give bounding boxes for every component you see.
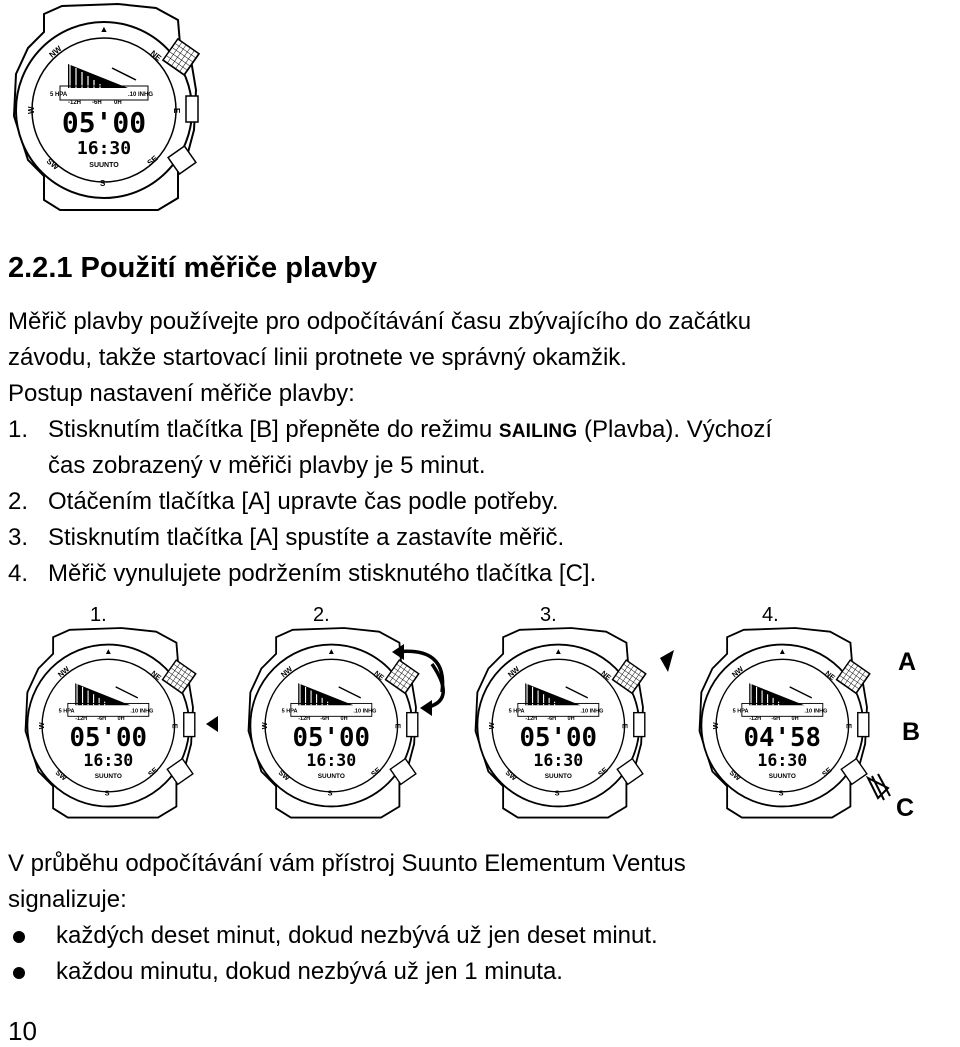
intro-line: Měřič plavby používejte pro odpočítávání času zbývajícího do začátku (8, 308, 752, 335)
svg-text:-12H: -12H (68, 100, 82, 106)
svg-text:NW: NW (505, 664, 522, 680)
alerts-intro: signalizuje: (8, 886, 127, 913)
figure-step-label: 3. (540, 604, 557, 626)
clock-display: 16:30 (83, 751, 134, 770)
svg-text:SUUNTO: SUUNTO (94, 772, 122, 780)
svg-text:SE: SE (145, 153, 160, 168)
countdown-display: 04'58 (743, 722, 822, 753)
svg-text:▲: ▲ (327, 646, 336, 656)
svg-text:0H: 0H (567, 716, 575, 722)
watch-sequence-figure (0, 620, 960, 830)
button-label-a: A (898, 648, 917, 676)
step-2: 2. Otáčením tlačítka [A] upravte čas podle potřeby. (8, 488, 559, 515)
button-label-b: B (902, 718, 921, 746)
watch-illustration-top (0, 0, 220, 218)
svg-text:NE: NE (148, 48, 164, 63)
list-item: každých deset minut, dokud nezbývá už jen deset minut. (8, 918, 948, 954)
svg-text:NE: NE (372, 668, 386, 683)
svg-text:NE: NE (823, 668, 837, 683)
svg-text:5 HPA: 5 HPA (508, 708, 525, 715)
intro-line: Postup nastavení měřiče plavby: (8, 380, 355, 407)
svg-text:-12H: -12H (298, 716, 311, 722)
svg-text:W: W (36, 722, 46, 730)
north-marker: ▲ (99, 24, 109, 34)
svg-text:SUUNTO: SUUNTO (89, 162, 119, 169)
clock-display: 16:30 (306, 751, 357, 770)
svg-text:.10 INHG: .10 INHG (804, 708, 828, 715)
svg-text:▲: ▲ (554, 646, 563, 656)
svg-text:5 HPA: 5 HPA (281, 708, 298, 715)
clock-display: 16:30 (757, 751, 808, 770)
svg-text:-6H: -6H (92, 100, 102, 106)
alerts-section (8, 846, 948, 990)
svg-text:SE: SE (369, 765, 383, 779)
figure-step-label: 4. (762, 604, 779, 626)
svg-text:E: E (844, 723, 854, 729)
svg-text:W: W (27, 106, 36, 114)
svg-text:SW: SW (276, 767, 292, 783)
svg-text:E: E (620, 723, 630, 729)
countdown-display: 05'00 (519, 722, 598, 753)
press-a-arrow (660, 650, 674, 672)
svg-text:NW: NW (55, 664, 72, 680)
svg-text:0H: 0H (117, 716, 125, 722)
svg-text:-6H: -6H (547, 716, 557, 722)
alerts-intro: V průběhu odpočítávání vám přístroj Suunto Elementum Ventus (8, 850, 686, 877)
svg-text:5 HPA: 5 HPA (58, 708, 75, 715)
svg-text:NW: NW (729, 664, 746, 680)
svg-text:SE: SE (596, 765, 610, 779)
svg-text:0H: 0H (791, 716, 799, 722)
svg-text:.10 INHG: .10 INHG (130, 708, 154, 715)
svg-text:-6H: -6H (320, 716, 330, 722)
svg-text:-6H: -6H (771, 716, 781, 722)
svg-text:-12H: -12H (75, 716, 88, 722)
svg-text:NE: NE (149, 668, 163, 683)
svg-text:▲: ▲ (104, 646, 113, 656)
intro-line: závodu, takže startovací linii protnete ve správný okamžik. (8, 344, 627, 371)
svg-text:NE: NE (599, 668, 613, 683)
step-1-continued: čas zobrazený v měřiči plavby je 5 minut. (48, 452, 486, 479)
step-4: 4. Měřič vynulujete podržením stisknutého tlačítka [C]. (8, 560, 597, 587)
svg-text:SUUNTO: SUUNTO (768, 772, 796, 780)
svg-text:.10 INHG: .10 INHG (128, 92, 154, 98)
instructions (8, 304, 948, 592)
svg-text:▲: ▲ (778, 646, 787, 656)
figure-step-label: 1. (90, 604, 107, 626)
page-number: 10 (8, 1016, 37, 1046)
countdown-display: 05'00 (61, 106, 147, 139)
svg-text:SE: SE (820, 765, 834, 779)
svg-text:.10 INHG: .10 INHG (580, 708, 604, 715)
svg-text:SW: SW (44, 156, 61, 172)
svg-text:.10 INHG: .10 INHG (353, 708, 377, 715)
svg-text:0H: 0H (340, 716, 348, 722)
svg-text:S: S (104, 788, 110, 798)
svg-text:S: S (554, 788, 560, 798)
svg-text:5 HPA: 5 HPA (732, 708, 749, 715)
figure-step-label: 2. (313, 604, 330, 626)
svg-text:NW: NW (278, 664, 295, 680)
svg-text:S: S (327, 788, 333, 798)
step-1: 1. Stisknutím tlačítka [B] přepněte do režimu SAILING (Plavba). Výchozí (8, 416, 773, 443)
svg-text:W: W (710, 722, 720, 730)
svg-text:SW: SW (727, 767, 743, 783)
svg-text:5 HPA: 5 HPA (50, 92, 68, 98)
clock-display: 16:30 (533, 751, 584, 770)
svg-text:SE: SE (146, 765, 160, 779)
svg-text:E: E (393, 723, 403, 729)
svg-text:NW: NW (47, 44, 64, 60)
svg-text:E: E (172, 108, 181, 114)
svg-text:-12H: -12H (525, 716, 538, 722)
press-b-arrow (206, 716, 218, 732)
svg-text:SW: SW (503, 767, 519, 783)
svg-text:E: E (170, 723, 180, 729)
countdown-display: 05'00 (292, 722, 371, 753)
svg-text:S: S (100, 179, 106, 188)
svg-text:SW: SW (53, 767, 69, 783)
countdown-display: 05'00 (69, 722, 148, 753)
svg-text:S: S (778, 788, 784, 798)
mode-name: SAILING (498, 421, 578, 442)
bullet-icon (13, 931, 25, 943)
button-label-c: C (896, 794, 915, 822)
step-3: 3. Stisknutím tlačítka [A] spustíte a zastavíte měřič. (8, 524, 565, 551)
svg-text:-6H: -6H (97, 716, 107, 722)
svg-text:SUUNTO: SUUNTO (544, 772, 572, 780)
svg-text:W: W (259, 722, 269, 730)
hold-c-marks (868, 774, 890, 800)
svg-text:-12H: -12H (749, 716, 762, 722)
svg-text:W: W (486, 722, 496, 730)
svg-text:SUUNTO: SUUNTO (317, 772, 345, 780)
list-item: každou minutu, dokud nezbývá už jen 1 minuta. (8, 954, 948, 990)
bullet-icon (13, 967, 25, 979)
section-heading: 2.2.1 Použití měřiče plavby (8, 252, 378, 284)
clock-display: 16:30 (76, 138, 132, 159)
svg-text:0H: 0H (114, 100, 122, 106)
